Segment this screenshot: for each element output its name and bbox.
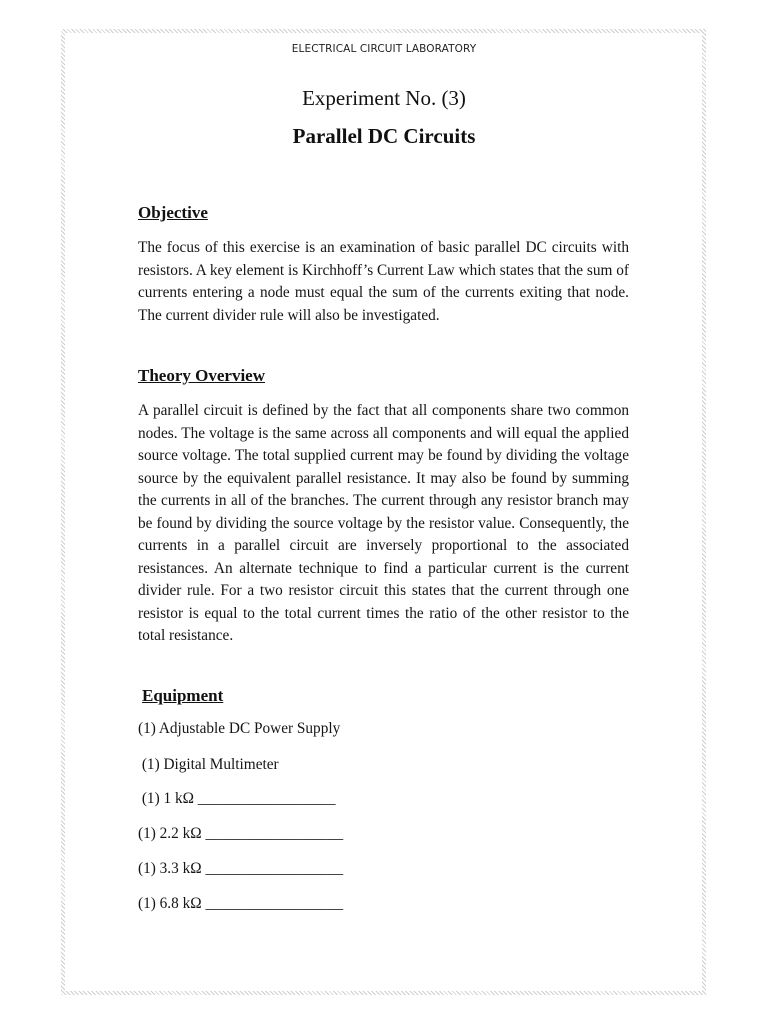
- equipment-item: (1) 6.8 kΩ __________________: [138, 895, 344, 912]
- equipment-heading: Equipment: [142, 686, 224, 705]
- theory-paragraph: A parallel circuit is defined by the fact that all components share two common nodes. The voltage is the same across all components and will equal the applied source voltage. The total supplied current may be found by dividing the voltage source by the equivalent parallel resistance. It may also be found by summing the currents in all of the branches. The current through any resistor branch may be found by dividing the source voltage by the resistor value. Consequently, the currents in a parallel circuit are inversely proportional to the associated resistances. An alternate technique to find a particular current is the current divider rule. For a two resistor circuit this states that the current through one resistor is equal to the total current times the ratio of the other resistor to the total resistance.: [138, 402, 629, 644]
- experiment-title: Parallel DC Circuits: [292, 124, 476, 148]
- equipment-item: (1) 2.2 kΩ __________________: [138, 825, 344, 842]
- equipment-item: (1) Adjustable DC Power Supply: [138, 720, 341, 737]
- theory-heading: Theory Overview: [138, 366, 265, 385]
- equipment-item: (1) Digital Multimeter: [138, 756, 279, 773]
- equipment-item: (1) 3.3 kΩ __________________: [138, 860, 344, 877]
- objective-heading: Objective: [138, 203, 208, 222]
- equipment-item: (1) 1 kΩ __________________: [138, 790, 336, 807]
- objective-paragraph: The focus of this exercise is an examination of basic parallel DC circuits with resistors. A key element is Kirchhoff’s Current Law which states that the sum of currents entering a node must equal the sum of the currents exiting that node. The current divider rule will also be investigated.: [138, 239, 629, 324]
- running-header: ELECTRICAL CIRCUIT LABORATORY: [291, 43, 477, 55]
- experiment-number: Experiment No. (3): [302, 86, 466, 110]
